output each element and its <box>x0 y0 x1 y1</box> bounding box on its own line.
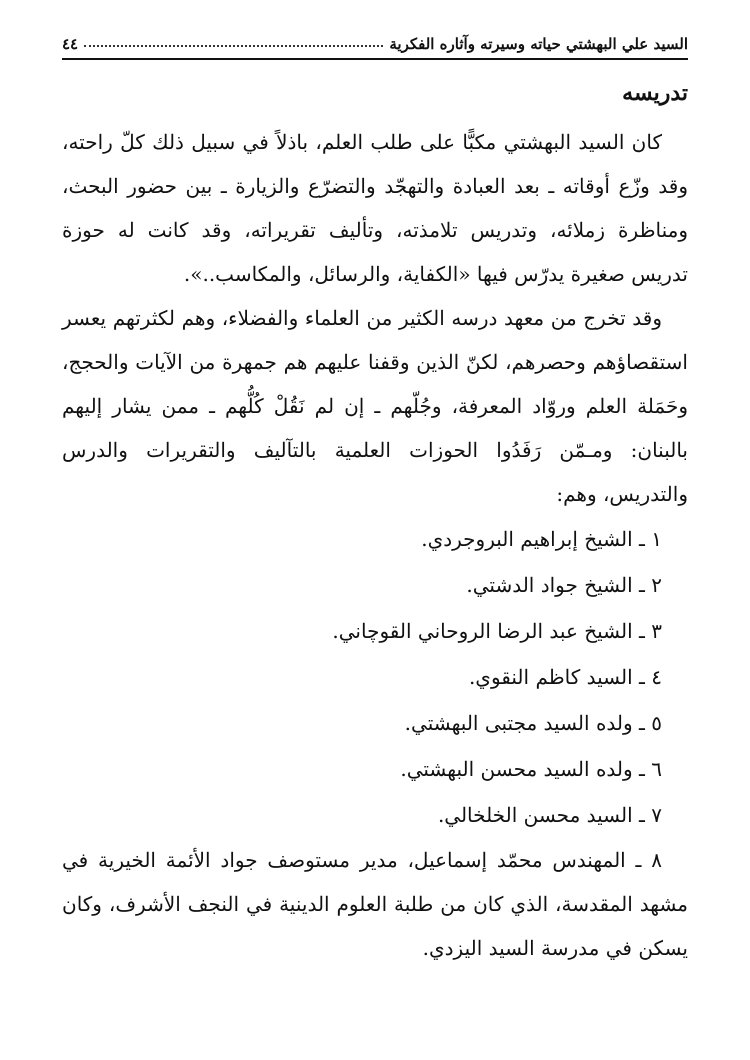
list-item: ٣ ـ الشيخ عبد الرضا الروحاني القوچاني. <box>332 619 662 643</box>
closing-paragraph: ٨ ـ المهندس محمّد إسماعيل، مدير مستوصف جواد الأئمة الخيرية في مشهد المقدسة، الذي كان من طلبة العلوم الدينية في النجف الأشرف، وكان يسكن في مدرسة السيد اليزدي. <box>62 848 688 960</box>
page-body <box>62 120 688 970</box>
list-item: ٧ ـ السيد محسن الخلخالي. <box>437 803 662 827</box>
students-list <box>62 516 688 838</box>
list-item: ٤ ـ السيد كاظم النقوي. <box>468 665 662 689</box>
running-header <box>62 30 688 60</box>
list-item: ٢ ـ الشيخ جواد الدشتي. <box>466 573 662 597</box>
page-number: ٤٤ <box>62 35 79 53</box>
list-item: ٥ ـ ولده السيد مجتبى البهشتي. <box>404 711 662 735</box>
header-dot-leader <box>84 37 383 47</box>
paragraph-2: وقد تخرج من معهد درسه الكثير من العلماء والفضلاء، وهم لكثرتهم يعسر استقصاؤهم وحصرهم، لكنّ الذين وقفنا عليهم هم جمهرة من الآيات والحجج، وحَمَلة العلم وروّاد المعرفة، وجُلّهم ـ إن لم نَقُلْ كُلُّهم ـ ممن يشار إليهم بالبنان: ومـمّن رَفَدُوا الحوزات العلمية بالتآليف والتقريرات والدرس والتدريس، وهم: <box>62 306 688 506</box>
header-title: السيد علي البهشتي حياته وسيرته وآثاره الفكرية <box>389 35 688 53</box>
list-item: ٦ ـ ولده السيد محسن البهشتي. <box>400 757 662 781</box>
section-title: تدريسه <box>622 80 688 106</box>
paragraph-1: كان السيد البهشتي مكبًّا على طلب العلم، باذلاً في سبيل ذلك كلّ راحته، وقد وزّع أوقاته ـ بعد العبادة والتهجّد والتضرّع والزيارة ـ بين حضور البحث، ومناظرة زملائه، وتدريس تلامذته، وتأليف تقريراته، وقد كانت له حوزة تدريس صغيرة يدرّس فيها «الكفاية، والرسائل، والمكاسب..». <box>62 130 688 286</box>
list-item: ١ ـ الشيخ إبراهيم البروجردي. <box>421 527 662 551</box>
